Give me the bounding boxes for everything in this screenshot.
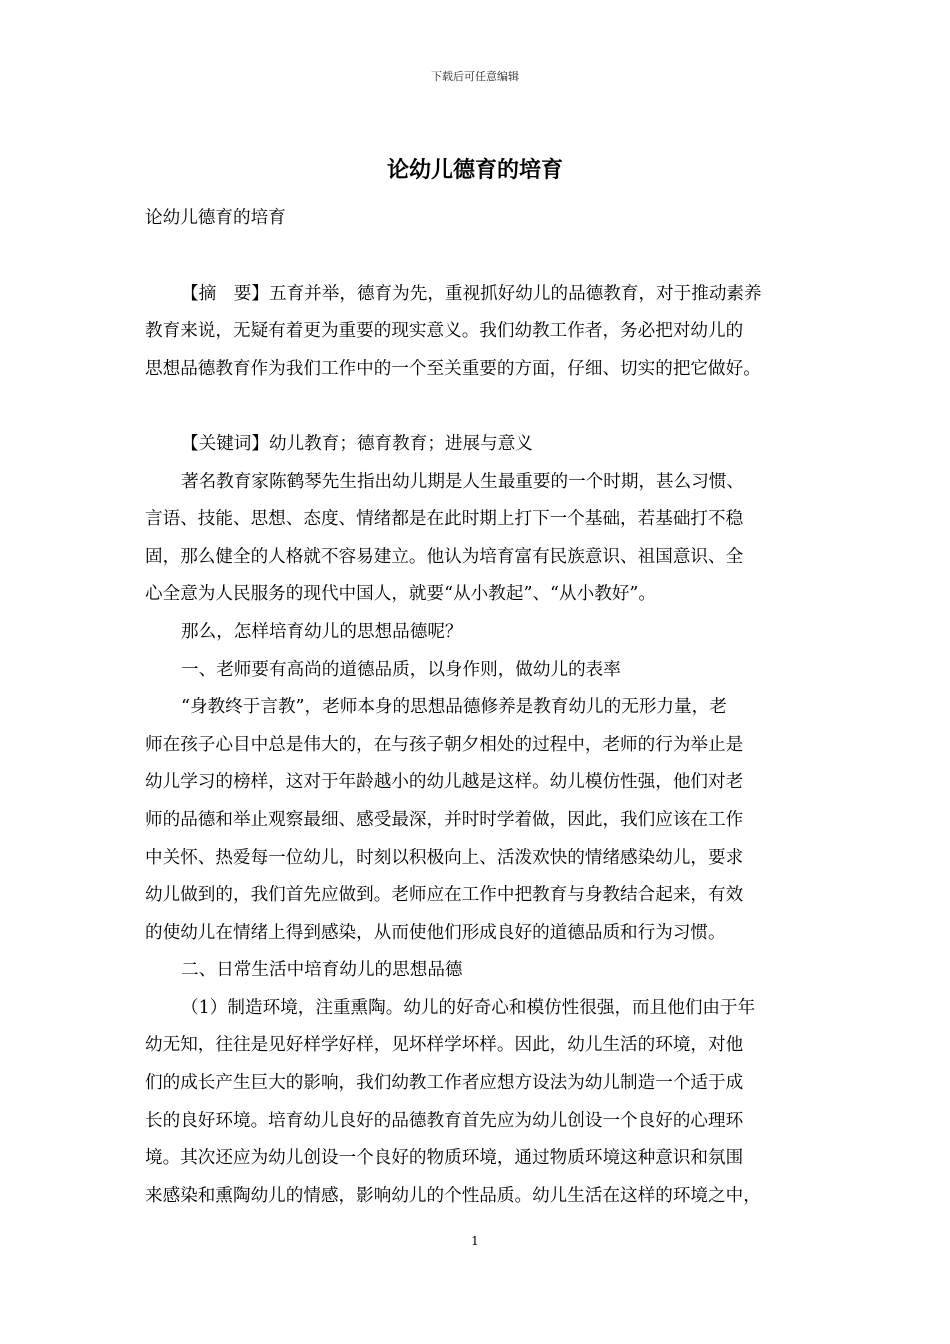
page-number: 1	[471, 1234, 479, 1248]
blank-line	[145, 238, 825, 276]
paragraph-line: “身教终于言教”，老师本身的思想品德修养是教育幼儿的无形力量，老	[181, 697, 727, 718]
paragraph-line: 来感染和熏陶幼儿的情感，影响幼儿的个性品质。幼儿生活在这样的环境之中，	[145, 1185, 761, 1206]
question-line: 那么，怎样培育幼儿的思想品德呢？	[181, 621, 463, 642]
paragraph-line: 师在孩子心目中总是伟大的，在与孩子朝夕相处的过程中，老师的行为举止是	[145, 734, 744, 755]
document-title: 论幼儿德育的培育	[386, 157, 563, 183]
paragraph-line: 心全意为人民服务的现代中国人，就要“从小教起”、“从小教好”。	[145, 584, 657, 605]
abstract-line: 教育来说，无疑有着更为重要的现实意义。我们幼教工作者，务必把对幼儿的	[145, 321, 744, 342]
abstract	[145, 276, 825, 389]
abstract-line: 思想品德教育作为我们工作中的一个至关重要的方面，仔细、切实的把它做好。	[145, 358, 761, 379]
paragraph-line: 幼儿学习的榜样，这对于年龄越小的幼儿越是这样。幼儿模仿性强，他们对老	[145, 772, 744, 793]
paragraph-line: 中关怀、热爱每一位幼儿，时刻以积极向上、活泼欢快的情绪感染幼儿，要求	[145, 847, 744, 868]
keywords: 【关键词】幼儿教育；德育教育；进展与意义	[181, 433, 533, 454]
paragraph-line: 师的品德和举止观察最细、感受最深，并时时学着做，因此，我们应该在工作	[145, 809, 744, 830]
section-heading-2: 二、日常生活中培育幼儿的思想品德	[181, 960, 463, 981]
header-note: 下载后可任意编辑	[431, 70, 519, 83]
paragraph-line: （1）制造环境，注重熏陶。幼儿的好奇心和模仿性很强，而且他们由于年	[181, 997, 756, 1018]
document-body	[145, 200, 825, 1215]
subtitle: 论幼儿德育的培育	[145, 208, 286, 228]
paragraph-line: 幼儿做到的，我们首先应做到。老师应在工作中把教育与身教结合起来，有效	[145, 885, 744, 906]
section-heading-1: 一、老师要有高尚的道德品质，以身作则，做幼儿的表率	[181, 659, 621, 680]
paragraph-line: 的使幼儿在情绪上得到感染，从而使他们形成良好的道德品质和行为习惯。	[145, 922, 726, 943]
paragraph-line: 境。其次还应为幼儿创设一个良好的物质环境，通过物质环境这种意识和氛围	[145, 1148, 744, 1169]
paragraph-line: 幼无知，往往是见好样学好样，见坏样学坏样。因此，幼儿生活的环境，对他	[145, 1035, 744, 1056]
paragraph-line: 们的成长产生巨大的影响，我们幼教工作者应想方设法为幼儿制造一个适于成	[145, 1073, 744, 1094]
paragraph-intro	[145, 464, 825, 614]
paragraph-line: 固，那么健全的人格就不容易建立。他认为培育富有民族意识、祖国意识、全	[145, 546, 744, 567]
paragraph-line: 长的良好环境。培育幼儿良好的品德教育首先应为幼儿创设一个良好的心理环	[145, 1110, 744, 1131]
paragraph-line: 言语、技能、思想、态度、情绪都是在此时期上打下一个基础，若基础打不稳	[145, 509, 744, 530]
section-2-body	[145, 990, 825, 1216]
paragraph-line: 著名教育家陈鹤琴先生指出幼儿期是人生最重要的一个时期，甚么习惯、	[181, 471, 745, 492]
abstract-line: 【摘 要】五育并举，德育为先，重视抓好幼儿的品德教育，对于推动素养	[181, 283, 762, 304]
section-1-body	[145, 689, 825, 952]
blank-line	[145, 388, 825, 426]
